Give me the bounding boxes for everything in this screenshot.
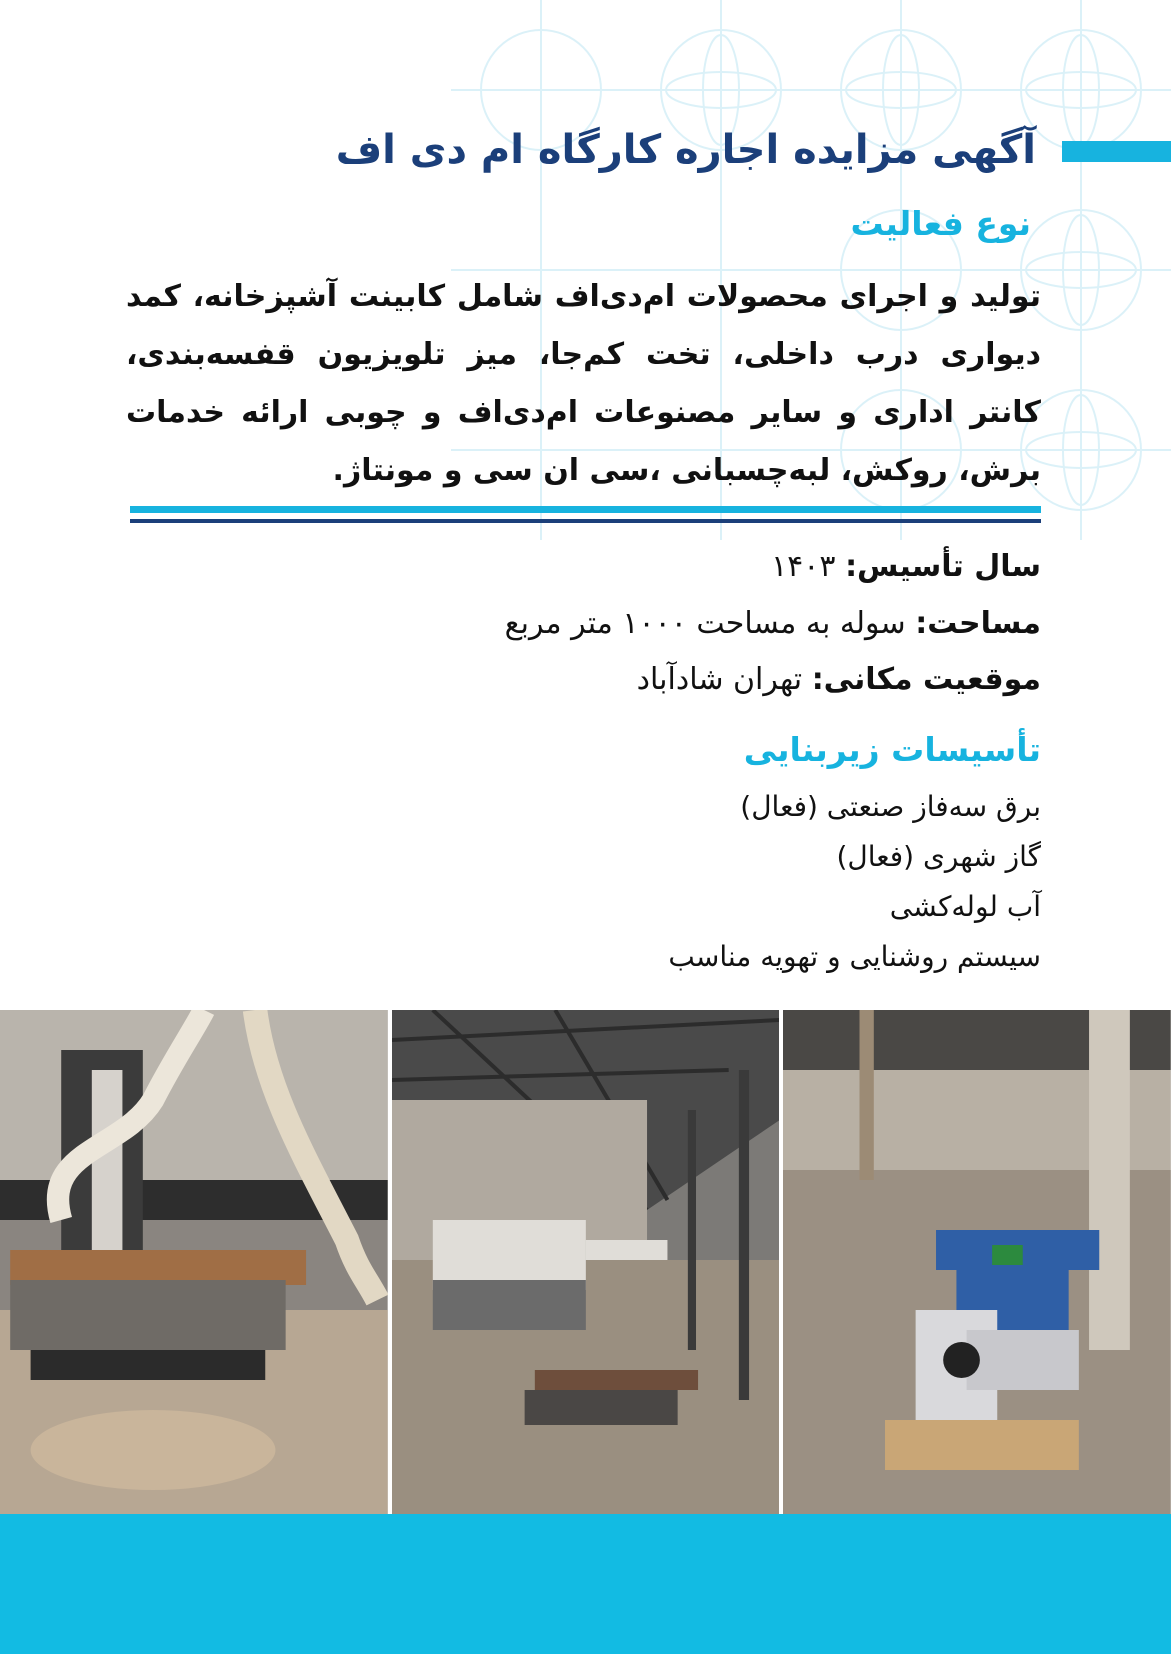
establishment-year <box>771 545 1041 589</box>
divider-navy <box>130 519 1041 523</box>
list-item: برق سه‌فاز صنعتی (فعال) <box>740 790 1041 823</box>
location-label: موقعیت مکانی: <box>811 662 1041 697</box>
activity-heading: نوع فعالیت <box>850 204 1031 243</box>
photo-edge-banding-machine <box>392 1010 780 1515</box>
area-info <box>505 602 1041 646</box>
infrastructure-heading: تأسیسات زیربنایی <box>743 730 1041 769</box>
year-value: ۱۴۰۳ <box>771 549 836 584</box>
divider-cyan <box>130 506 1041 513</box>
workshop-photos <box>0 1010 1171 1515</box>
area-value: سوله به مساحت ۱۰۰۰ متر مربع <box>504 606 906 641</box>
infrastructure-list <box>441 782 1041 982</box>
location-value: تهران شادآباد <box>636 662 803 697</box>
page-title: آگهی مزایده اجاره کارگاه ام دی اف <box>335 127 1036 173</box>
list-item: سیستم روشنایی و تهویه مناسب <box>668 940 1041 973</box>
photo-spindle-moulder <box>783 1010 1171 1515</box>
list-item: آب لوله‌کشی <box>889 890 1041 923</box>
year-label: سال تأسیس: <box>845 549 1041 584</box>
list-item: گاز شهری (فعال) <box>836 840 1041 873</box>
footer-band <box>0 1514 1171 1654</box>
title-accent-bar <box>1062 141 1171 162</box>
photo-cnc-machine <box>0 1010 388 1515</box>
area-label: مساحت: <box>915 606 1041 641</box>
activity-description: تولید و اجرای محصولات ام‌دی‌اف شامل کابینت آشپزخانه، کمد دیواری درب داخلی، تخت کم‌جا، میز تلویزیون قفسه‌بندی، کانتر اداری و سایر مصنوعات ام‌دی‌اف و چوبی ارائه خدمات برش، روکش، لبه‌چسبانی ،سی ان سی و مونتاژ. <box>126 279 1041 488</box>
location-info <box>637 658 1041 702</box>
